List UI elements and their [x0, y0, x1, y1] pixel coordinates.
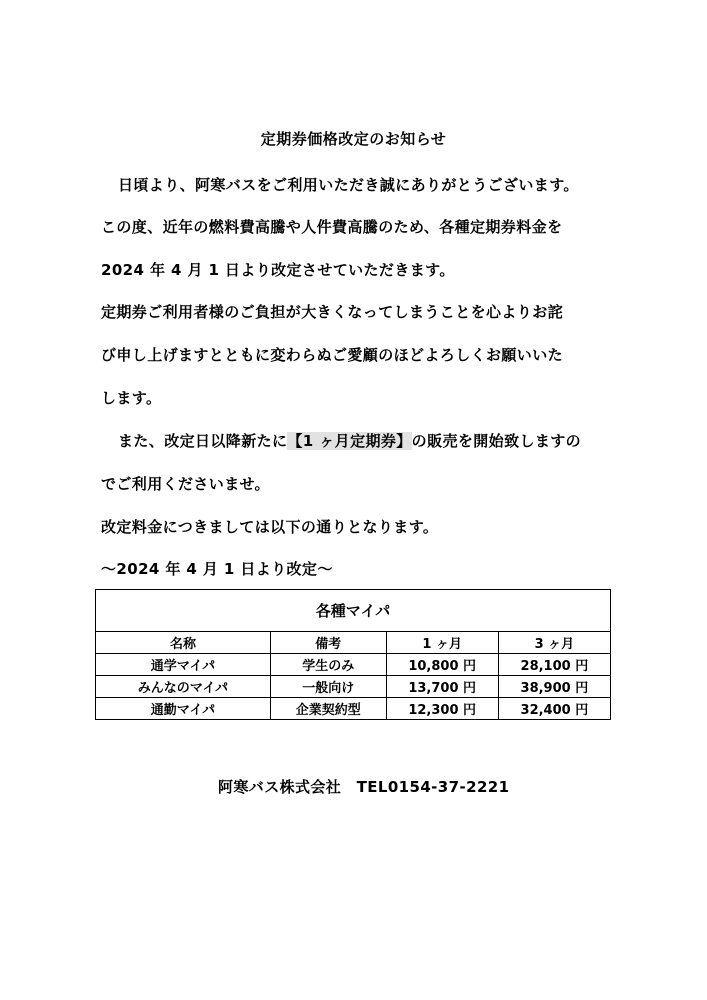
- table-row: [96, 698, 611, 720]
- body-line: び申し上げますとともに変わらぬご愛顧のほどよろしくお願いいた: [101, 346, 564, 364]
- cell-note: 学生のみ: [270, 654, 386, 676]
- header-3month: 3 ヶ月: [498, 632, 610, 654]
- header-note: 備考: [270, 632, 386, 654]
- body-line: この度、近年の燃料費高騰や人件費高騰のため、各種定期券料金を: [101, 218, 563, 236]
- table-header-row: [96, 632, 611, 654]
- body-line: 定期券ご利用者様のご負担が大きくなってしまうことを心よりお詫: [101, 303, 564, 321]
- cell-3month: 38,900 円: [498, 676, 610, 698]
- body-line: 日頃より、阿寒バスをご利用いただき誠にありがとうございます。: [118, 176, 579, 194]
- table-row: [96, 654, 611, 676]
- cell-name: 通勤マイパ: [96, 698, 271, 720]
- body-line: 改定料金につきましては以下の通りとなります。: [101, 518, 439, 536]
- body-line: でご利用くださいませ。: [101, 475, 270, 493]
- header-1month: 1 ヶ月: [386, 632, 498, 654]
- cell-1month: 10,800 円: [386, 654, 498, 676]
- cell-3month: 28,100 円: [498, 654, 610, 676]
- cell-name: みんなのマイパ: [96, 676, 271, 698]
- body-text: また、改定日以降新たに: [118, 432, 288, 450]
- revision-heading: ～2024 年 4 月 1 日より改定～: [101, 560, 333, 578]
- body-line: します。: [101, 389, 162, 407]
- cell-note: 一般向け: [270, 676, 386, 698]
- cell-note: 企業契約型: [270, 698, 386, 720]
- cell-3month: 32,400 円: [498, 698, 610, 720]
- body-line: 2024 年 4 月 1 日より改定させていただきます。: [101, 261, 455, 279]
- highlighted-product: 【1 ヶ月定期券】: [287, 432, 412, 450]
- cell-1month: 13,700 円: [386, 676, 498, 698]
- table-row: [96, 676, 611, 698]
- company-contact: 阿寒バス株式会社 TEL0154-37-2221: [218, 778, 510, 796]
- table-caption: 各種マイパ: [96, 590, 611, 632]
- header-name: 名称: [96, 632, 271, 654]
- cell-name: 通学マイパ: [96, 654, 271, 676]
- notice-title: 定期券価格改定のお知らせ: [260, 130, 447, 148]
- cell-1month: 12,300 円: [386, 698, 498, 720]
- body-text: の販売を開始致しますの: [411, 432, 582, 450]
- new-product-line: [118, 430, 581, 451]
- fee-table: [95, 589, 611, 720]
